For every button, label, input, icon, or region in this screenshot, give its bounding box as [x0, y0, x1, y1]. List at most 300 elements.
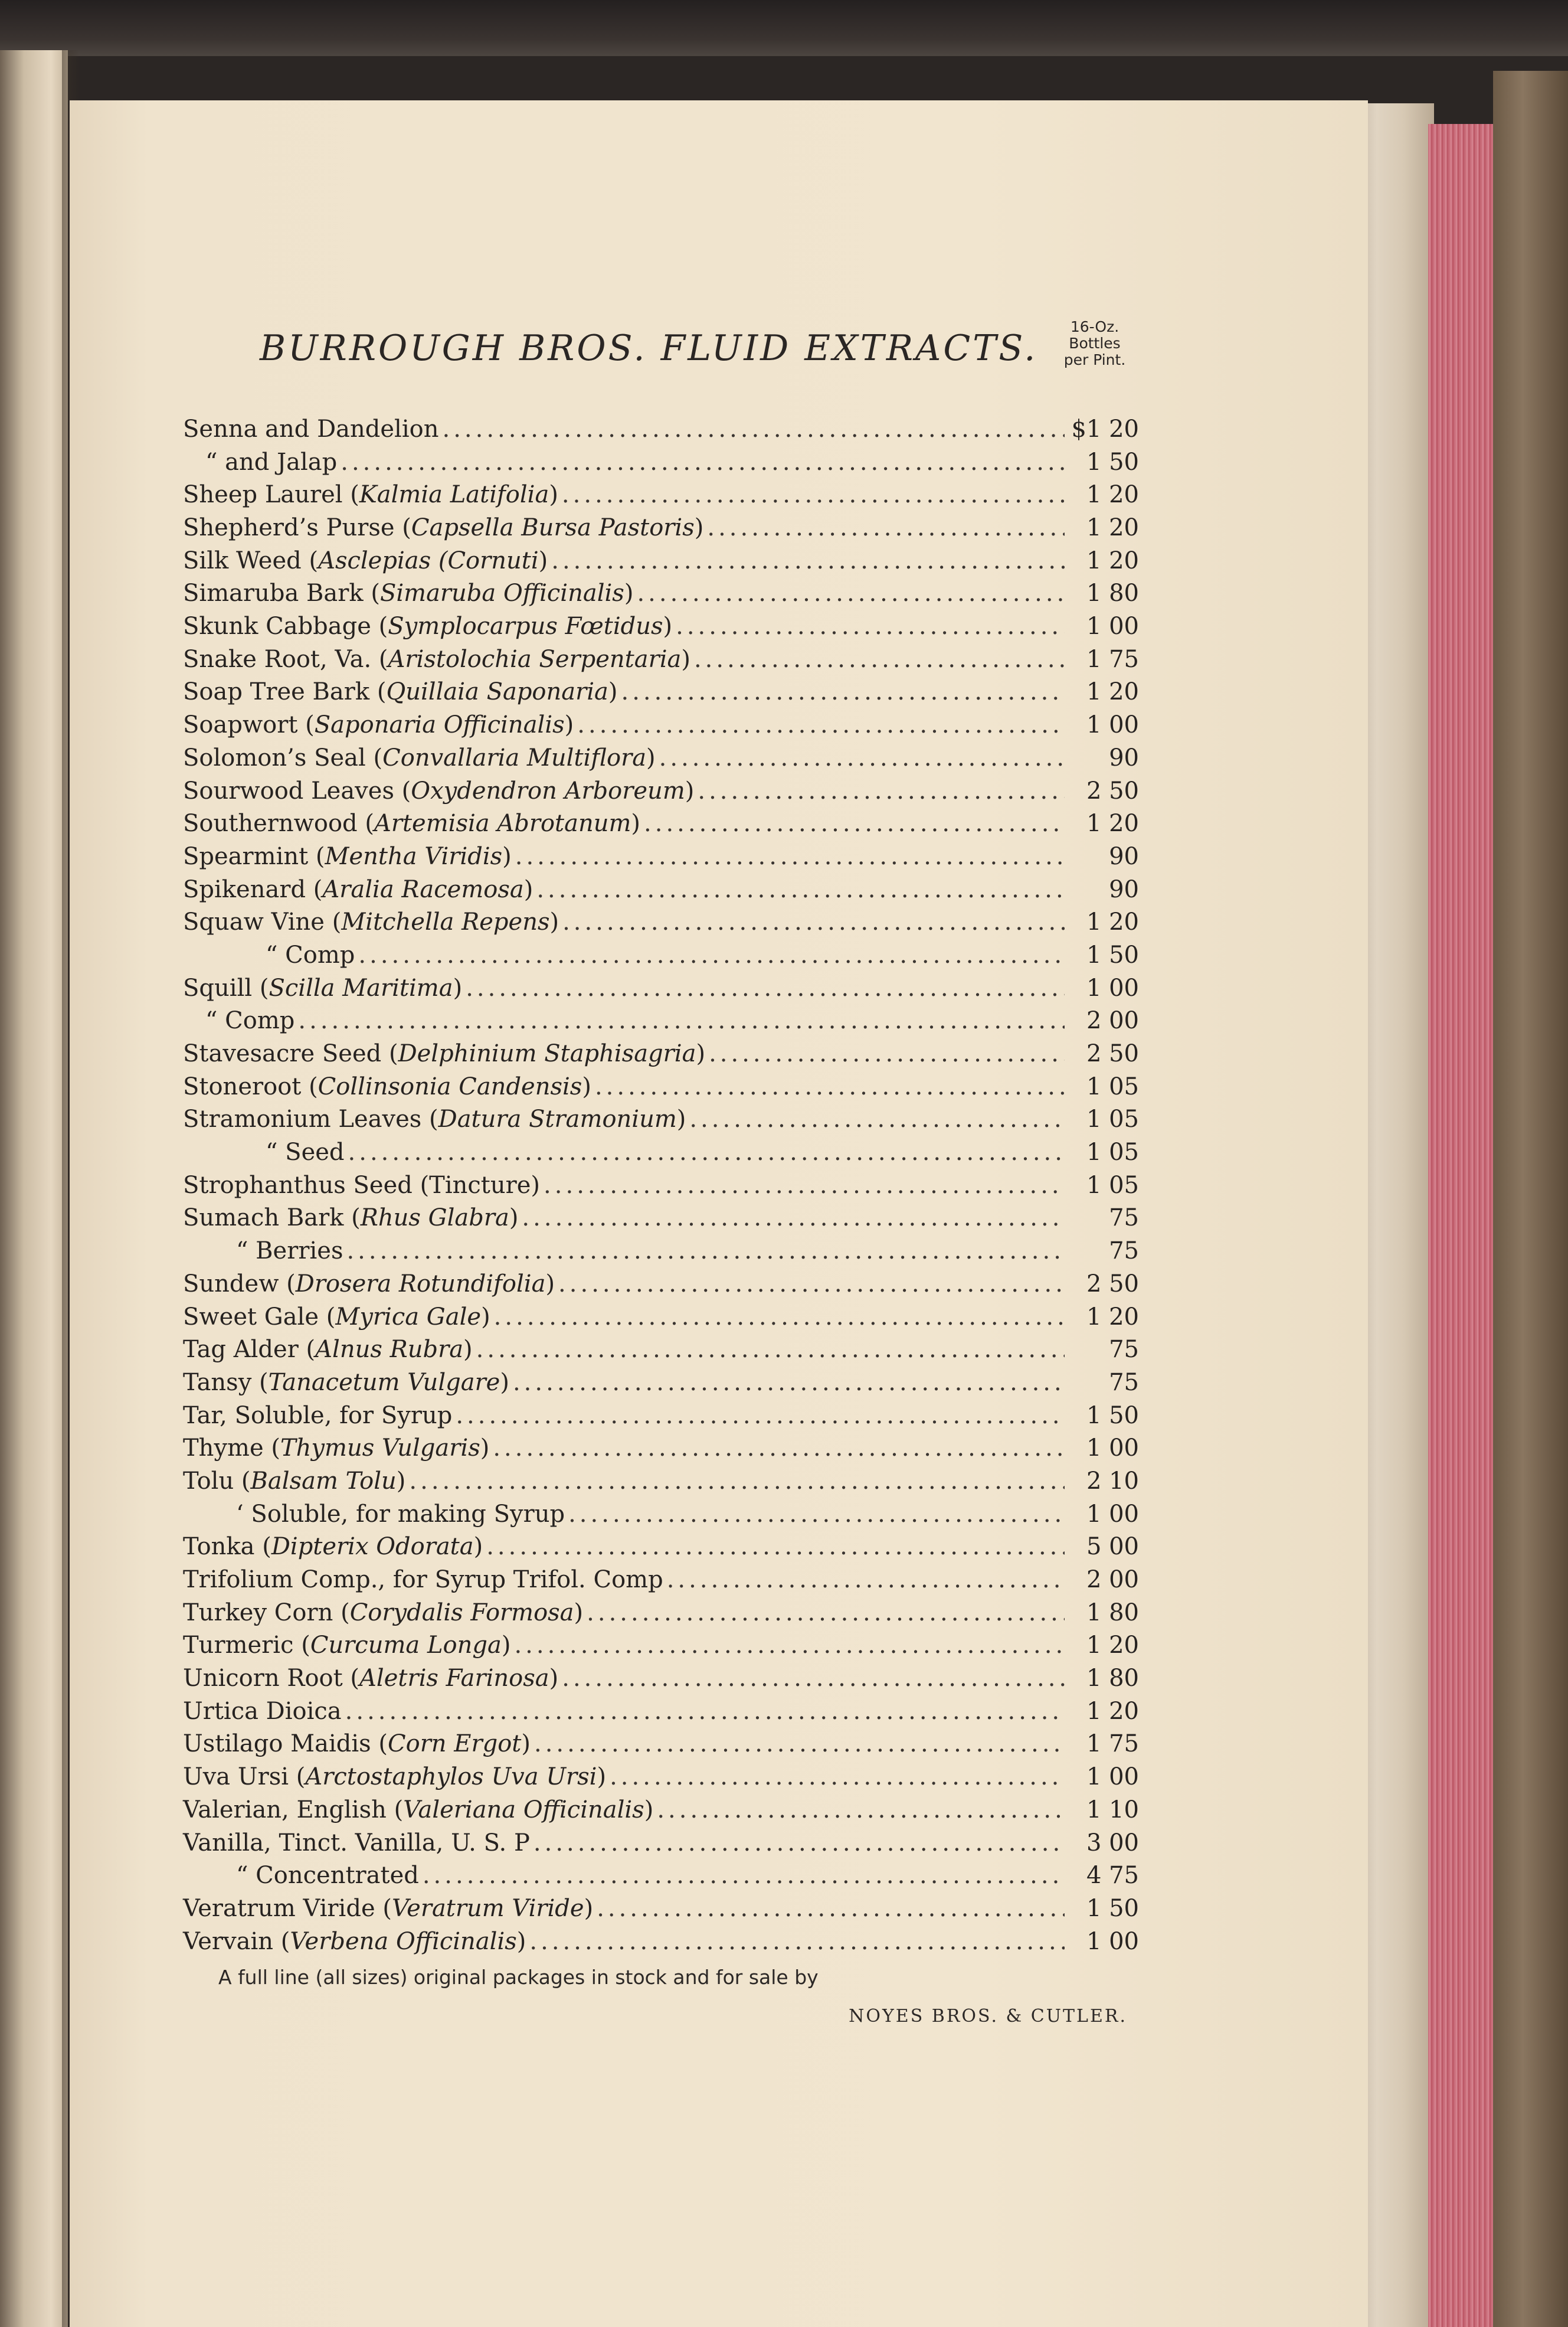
list-item — [183, 1893, 1139, 1926]
item-name — [183, 676, 618, 709]
item-price: 1 20 — [1086, 1303, 1139, 1331]
dot-leader — [466, 972, 1065, 1005]
item-botanical-name: Arctostaphylos Uva Ursi — [305, 1763, 597, 1791]
dot-leader — [514, 1629, 1065, 1662]
item-name — [183, 643, 690, 676]
item-name-text: Vanilla, Tinct. Vanilla, U. S. P — [183, 1829, 530, 1857]
item-price: 75 — [1109, 1368, 1139, 1396]
item-name — [183, 413, 438, 446]
item-name-text: Stoneroot ( — [183, 1073, 318, 1100]
dot-leader — [515, 841, 1065, 874]
item-price: 2 00 — [1086, 1007, 1139, 1035]
item-price: 1 50 — [1086, 941, 1139, 969]
item-name-close: ) — [564, 711, 574, 739]
item-name — [183, 1794, 653, 1827]
item-price: 75 — [1109, 1204, 1139, 1232]
list-item — [183, 1169, 1139, 1202]
list-item — [183, 972, 1139, 1005]
item-name — [183, 1071, 591, 1104]
item-price: 3 00 — [1086, 1829, 1139, 1857]
list-item — [183, 1498, 1139, 1531]
list-item — [183, 1531, 1139, 1564]
dot-leader — [694, 643, 1065, 676]
scan-background — [0, 0, 1568, 56]
list-item — [183, 1761, 1139, 1794]
dot-leader — [346, 1235, 1065, 1268]
list-item — [183, 1794, 1139, 1827]
item-name-text: Senna and Dandelion — [183, 415, 439, 443]
item-price: 1 20 — [1086, 1632, 1139, 1659]
item-botanical-name: Balsam Tolu — [250, 1467, 397, 1495]
item-name-close: ) — [549, 1665, 559, 1692]
item-name — [183, 808, 640, 841]
item-name-text: Spikenard ( — [183, 875, 323, 903]
list-item — [183, 709, 1139, 742]
item-botanical-name: Mitchella Repens — [341, 908, 550, 936]
item-name — [183, 906, 559, 939]
item-name — [183, 512, 703, 545]
item-name — [183, 1498, 565, 1531]
item-name — [183, 479, 558, 512]
item-price: 1 20 — [1086, 810, 1139, 838]
list-item — [183, 1301, 1139, 1334]
dot-leader — [568, 1498, 1065, 1531]
item-name — [183, 1695, 342, 1728]
item-name — [183, 1103, 686, 1136]
dot-leader — [358, 939, 1065, 972]
dot-leader — [577, 709, 1065, 742]
item-name-text: Unicorn Root ( — [183, 1665, 360, 1692]
item-name-text: Turmeric ( — [183, 1632, 310, 1659]
item-name-text: Sheep Laurel ( — [183, 481, 359, 509]
list-item — [183, 1926, 1139, 1959]
list-item — [183, 1038, 1139, 1071]
item-name — [183, 874, 533, 907]
item-name-close: ) — [584, 1894, 594, 1922]
item-botanical-name: Corydalis Formosa — [349, 1599, 574, 1626]
dot-leader — [486, 1531, 1065, 1564]
item-botanical-name: Alnus Rubra — [315, 1336, 464, 1364]
dot-leader — [659, 742, 1065, 775]
list-item — [183, 1235, 1139, 1268]
dot-leader — [534, 1728, 1065, 1761]
item-name-text: Tolu ( — [183, 1467, 251, 1495]
item-botanical-name: Drosera Rotundifolia — [295, 1270, 546, 1298]
list-item — [183, 643, 1139, 676]
item-name-text: Snake Root, Va. ( — [183, 645, 388, 673]
item-name — [183, 1662, 558, 1695]
list-item — [183, 676, 1139, 710]
item-name-text: Valerian, English ( — [183, 1796, 404, 1823]
list-item — [183, 479, 1139, 512]
dot-leader — [587, 1597, 1065, 1630]
item-name-text: Sumach Bark ( — [183, 1204, 361, 1232]
item-name-text: “ Comp — [205, 1007, 295, 1035]
item-price: 1 05 — [1086, 1106, 1139, 1133]
item-price: 1 00 — [1086, 613, 1139, 640]
item-price: 1 80 — [1086, 580, 1139, 607]
item-name-text: Thyme ( — [183, 1434, 280, 1462]
footer-signature: NOYES BROS. & CUTLER. — [849, 2006, 1127, 2027]
item-name — [183, 1531, 483, 1564]
item-name — [183, 1597, 583, 1630]
list-item — [183, 906, 1139, 939]
list-item — [183, 446, 1139, 479]
item-botanical-name: Kalmia Latifolia — [359, 481, 549, 509]
list-item — [183, 1597, 1139, 1630]
item-botanical-name: Quillaia Saponaria — [386, 678, 608, 706]
list-item — [183, 545, 1139, 578]
item-name-text: Tansy ( — [183, 1368, 269, 1396]
item-botanical-name: Veratrum Viride — [391, 1894, 584, 1922]
dot-leader — [536, 874, 1065, 907]
item-botanical-name: Symplocarpus Fœtidus — [388, 613, 663, 640]
item-botanical-name: Dipterix Odorata — [271, 1533, 474, 1561]
item-name-text: Strophanthus Seed (Tincture) — [183, 1171, 541, 1199]
item-botanical-name: Aletris Farinosa — [359, 1665, 549, 1692]
item-name — [183, 577, 633, 610]
dot-leader — [562, 906, 1065, 939]
dot-leader — [544, 1169, 1065, 1202]
item-name-close: ) — [608, 678, 618, 706]
dot-leader — [676, 610, 1065, 643]
dot-leader — [341, 446, 1065, 479]
item-price: 1 20 — [1086, 678, 1139, 706]
footer-note: A full line (all sizes) original packages in stock and for sale by — [218, 1966, 819, 1989]
item-name — [183, 709, 574, 742]
item-name — [183, 1564, 663, 1597]
list-item — [183, 1367, 1139, 1400]
item-name-close: ) — [597, 1763, 607, 1791]
list-item — [183, 939, 1139, 972]
item-name-text: Spearmint ( — [183, 842, 325, 870]
item-name — [183, 972, 462, 1005]
list-item — [183, 1103, 1139, 1136]
item-name-text: Vervain ( — [183, 1927, 290, 1955]
item-price: 1 00 — [1086, 711, 1139, 739]
item-name — [183, 1038, 705, 1071]
item-price: 2 00 — [1086, 1566, 1139, 1594]
item-price: $1 20 — [1071, 415, 1139, 443]
item-name-close: ) — [685, 777, 695, 805]
item-price: 1 80 — [1086, 1599, 1139, 1626]
item-name-text: Solomon’s Seal ( — [183, 744, 383, 772]
item-botanical-name: Collinsonia Candensis — [317, 1073, 582, 1100]
item-name-text: Urtica Dioica — [183, 1697, 342, 1725]
item-name-text: Squaw Vine ( — [183, 908, 342, 936]
item-name-close: ) — [646, 744, 656, 772]
item-price: 1 05 — [1086, 1139, 1139, 1166]
dot-leader — [709, 1038, 1065, 1071]
item-botanical-name: Simaruba Officinalis — [379, 580, 624, 607]
item-name — [183, 1202, 518, 1235]
item-price: 1 80 — [1086, 1665, 1139, 1692]
item-botanical-name: Mentha Viridis — [325, 842, 503, 870]
item-botanical-name: Asclepias (Cornuti — [318, 547, 539, 574]
item-name — [183, 610, 672, 643]
dot-leader — [493, 1432, 1065, 1465]
list-item — [183, 1071, 1139, 1104]
price-list — [183, 413, 1139, 1958]
list-item — [183, 577, 1139, 610]
dot-leader — [456, 1400, 1065, 1433]
list-item — [183, 1629, 1139, 1662]
item-price: 1 00 — [1086, 1434, 1139, 1462]
item-name-close: ) — [582, 1073, 591, 1100]
list-item — [183, 1728, 1139, 1761]
item-name-text: Stavesacre Seed ( — [183, 1040, 398, 1068]
item-name-close: ) — [509, 1204, 519, 1232]
list-item — [183, 1202, 1139, 1236]
item-name-text: Shepherd’s Purse ( — [183, 514, 411, 542]
item-name — [183, 1169, 540, 1202]
dot-leader — [707, 512, 1065, 545]
item-botanical-name: Tanacetum Vulgare — [268, 1368, 500, 1396]
dot-leader — [442, 413, 1065, 446]
item-botanical-name: Verbena Officinalis — [290, 1927, 517, 1955]
item-name-close: ) — [396, 1467, 406, 1495]
item-name-close: ) — [549, 908, 559, 936]
list-item — [183, 1400, 1139, 1433]
item-price: 1 50 — [1086, 1894, 1139, 1922]
list-item — [183, 742, 1139, 775]
item-name — [183, 1268, 555, 1301]
item-name — [183, 1400, 452, 1433]
item-botanical-name: Valeriana Officinalis — [403, 1796, 644, 1823]
dot-leader — [621, 676, 1065, 709]
dot-leader — [595, 1071, 1065, 1104]
item-name-close: ) — [453, 974, 463, 1002]
item-name-close: ) — [538, 547, 548, 574]
item-name-text: “ Comp — [266, 941, 355, 969]
dot-leader — [522, 1202, 1065, 1235]
item-price: 1 20 — [1086, 908, 1139, 936]
item-price: 1 05 — [1086, 1073, 1139, 1100]
list-item — [183, 841, 1139, 874]
list-item — [183, 512, 1139, 545]
item-name-close: ) — [500, 1368, 509, 1396]
item-name-text: Stramonium Leaves ( — [183, 1106, 438, 1133]
item-name-text: Squill ( — [183, 974, 269, 1002]
item-name-text: Silk Weed ( — [183, 547, 319, 574]
dot-leader — [610, 1761, 1065, 1794]
item-name-close: ) — [480, 1434, 490, 1462]
item-name-close: ) — [574, 1599, 584, 1626]
item-price: 1 10 — [1086, 1796, 1139, 1823]
unit-line: 16-Oz. — [1070, 318, 1119, 335]
item-name — [183, 775, 694, 808]
unit-line: Bottles — [1069, 335, 1121, 352]
item-name-text: Sundew ( — [183, 1270, 296, 1298]
item-name-text: Sourwood Leaves ( — [183, 777, 411, 805]
dot-leader — [348, 1136, 1065, 1169]
item-name-text: ‘ Soluble, for making Syrup — [236, 1500, 565, 1528]
item-name-close: ) — [631, 810, 641, 838]
page-block-edge — [1357, 103, 1434, 2327]
item-botanical-name: Saponaria Officinalis — [314, 711, 565, 739]
dot-leader — [597, 1893, 1065, 1926]
item-name-text: Ustilago Maidis ( — [183, 1730, 388, 1758]
book-cover-board — [1493, 71, 1568, 2327]
item-name-text: Trifolium Comp., for Syrup Trifol. Comp — [183, 1566, 663, 1594]
item-name-close: ) — [473, 1533, 483, 1561]
item-botanical-name: Corn Ergot — [388, 1730, 522, 1758]
item-name-close: ) — [694, 514, 704, 542]
item-name-text: “ Concentrated — [236, 1862, 419, 1890]
item-name — [183, 1926, 526, 1959]
item-name-text: Veratrum Viride ( — [183, 1894, 392, 1922]
dot-leader — [698, 775, 1065, 808]
facing-page-edge — [0, 50, 68, 2327]
unit-column-header — [1050, 319, 1139, 368]
item-price: 1 50 — [1086, 1401, 1139, 1429]
list-item — [183, 1465, 1139, 1498]
item-price: 2 50 — [1086, 777, 1139, 805]
item-price: 1 05 — [1086, 1171, 1139, 1199]
item-name-text: Tonka ( — [183, 1533, 271, 1561]
list-item — [183, 1334, 1139, 1367]
item-name-text: Uva Ursi ( — [183, 1763, 306, 1791]
list-item — [183, 1564, 1139, 1597]
item-name-text: Tar, Soluble, for Syrup — [183, 1401, 453, 1429]
item-name-close: ) — [502, 842, 512, 870]
item-name — [183, 841, 512, 874]
page-header — [183, 319, 1139, 413]
item-name-close: ) — [549, 481, 558, 509]
item-botanical-name: Delphinium Staphisagria — [398, 1040, 696, 1068]
dot-leader — [494, 1301, 1065, 1334]
dot-leader — [558, 1268, 1065, 1301]
item-name-close: ) — [696, 1040, 706, 1068]
item-botanical-name: Scilla Maritima — [269, 974, 453, 1002]
list-item — [183, 610, 1139, 643]
list-item — [183, 775, 1139, 808]
list-item — [183, 1268, 1139, 1301]
item-name — [183, 1005, 294, 1038]
red-page-edges — [1428, 124, 1499, 2327]
item-name-close: ) — [663, 613, 673, 640]
item-price: 1 20 — [1086, 547, 1139, 574]
item-price: 1 20 — [1086, 1697, 1139, 1725]
list-item — [183, 1432, 1139, 1465]
item-name — [183, 1136, 345, 1169]
dot-leader — [562, 1662, 1065, 1695]
item-botanical-name: Convallaria Multiflora — [382, 744, 647, 772]
item-price: 1 00 — [1086, 974, 1139, 1002]
item-name — [183, 1334, 473, 1367]
item-name-text: Southernwood ( — [183, 810, 374, 838]
item-botanical-name: Myrica Gale — [335, 1303, 482, 1331]
list-item — [183, 1827, 1139, 1860]
item-name — [183, 1827, 530, 1860]
dot-leader — [423, 1859, 1065, 1893]
item-botanical-name: Artemisia Abrotanum — [374, 810, 631, 838]
list-item — [183, 413, 1139, 446]
item-price: 2 50 — [1086, 1270, 1139, 1298]
item-botanical-name: Aralia Racemosa — [322, 875, 524, 903]
item-price: 75 — [1109, 1336, 1139, 1364]
item-name-text: Soap Tree Bark ( — [183, 678, 387, 706]
item-name-text: “ Seed — [266, 1139, 345, 1166]
dot-leader — [345, 1695, 1065, 1728]
dot-leader — [644, 808, 1065, 841]
list-item — [183, 1859, 1139, 1893]
item-name-close: ) — [545, 1270, 555, 1298]
dot-leader — [409, 1465, 1065, 1498]
item-botanical-name: Capsella Bursa Pastoris — [411, 514, 695, 542]
item-price: 90 — [1109, 875, 1139, 903]
item-name — [183, 1859, 419, 1893]
item-name — [183, 1728, 531, 1761]
item-name-close: ) — [523, 875, 533, 903]
item-name-close: ) — [681, 645, 690, 673]
item-price: 90 — [1109, 842, 1139, 870]
item-name — [183, 1301, 490, 1334]
item-name-close: ) — [521, 1730, 531, 1758]
item-price: 5 00 — [1086, 1533, 1139, 1561]
dot-leader — [657, 1794, 1065, 1827]
item-name-text: Sweet Gale ( — [183, 1303, 336, 1331]
item-name-text: Skunk Cabbage ( — [183, 613, 388, 640]
item-name-close: ) — [463, 1336, 473, 1364]
page-content — [183, 318, 1139, 2027]
item-name-close: ) — [481, 1303, 490, 1331]
item-name-close: ) — [624, 580, 634, 607]
item-name — [183, 1629, 510, 1662]
item-name — [183, 1465, 405, 1498]
item-price: 1 50 — [1086, 448, 1139, 476]
item-name-text: Soapwort ( — [183, 711, 315, 739]
item-price: 1 75 — [1086, 1730, 1139, 1758]
dot-leader — [298, 1005, 1065, 1038]
item-price: 1 00 — [1086, 1927, 1139, 1955]
item-botanical-name: Curcuma Longa — [310, 1632, 502, 1659]
item-name — [183, 446, 337, 479]
item-botanical-name: Oxydendron Arboreum — [411, 777, 685, 805]
item-name-close: ) — [676, 1106, 686, 1133]
item-botanical-name: Rhus Glabra — [360, 1204, 509, 1232]
item-price: 1 00 — [1086, 1500, 1139, 1528]
item-name — [183, 1235, 343, 1268]
item-name-close: ) — [644, 1796, 654, 1823]
dot-leader — [529, 1926, 1065, 1959]
list-item — [183, 874, 1139, 907]
item-name — [183, 545, 548, 578]
item-price: 75 — [1109, 1237, 1139, 1265]
item-name-text: “ and Jalap — [205, 448, 338, 476]
item-price: 1 20 — [1086, 481, 1139, 509]
page-title: BURROUGH BROS. FLUID EXTRACTS. — [260, 328, 1038, 369]
item-name-text: Turkey Corn ( — [183, 1599, 350, 1626]
item-price: 1 75 — [1086, 645, 1139, 673]
item-name — [183, 742, 656, 775]
dot-leader — [513, 1367, 1065, 1400]
item-botanical-name: Thymus Vulgaris — [280, 1434, 480, 1462]
dot-leader — [551, 545, 1065, 578]
item-name — [183, 1893, 593, 1926]
item-name — [183, 1432, 489, 1465]
list-item — [183, 1695, 1139, 1728]
item-name — [183, 1367, 509, 1400]
list-item — [183, 808, 1139, 841]
item-price: 1 00 — [1086, 1763, 1139, 1791]
unit-line: per Pint. — [1063, 351, 1126, 368]
dot-leader — [562, 479, 1065, 512]
item-name — [183, 1761, 606, 1794]
item-price: 90 — [1109, 744, 1139, 772]
list-item — [183, 1136, 1139, 1169]
dot-leader — [689, 1103, 1065, 1136]
